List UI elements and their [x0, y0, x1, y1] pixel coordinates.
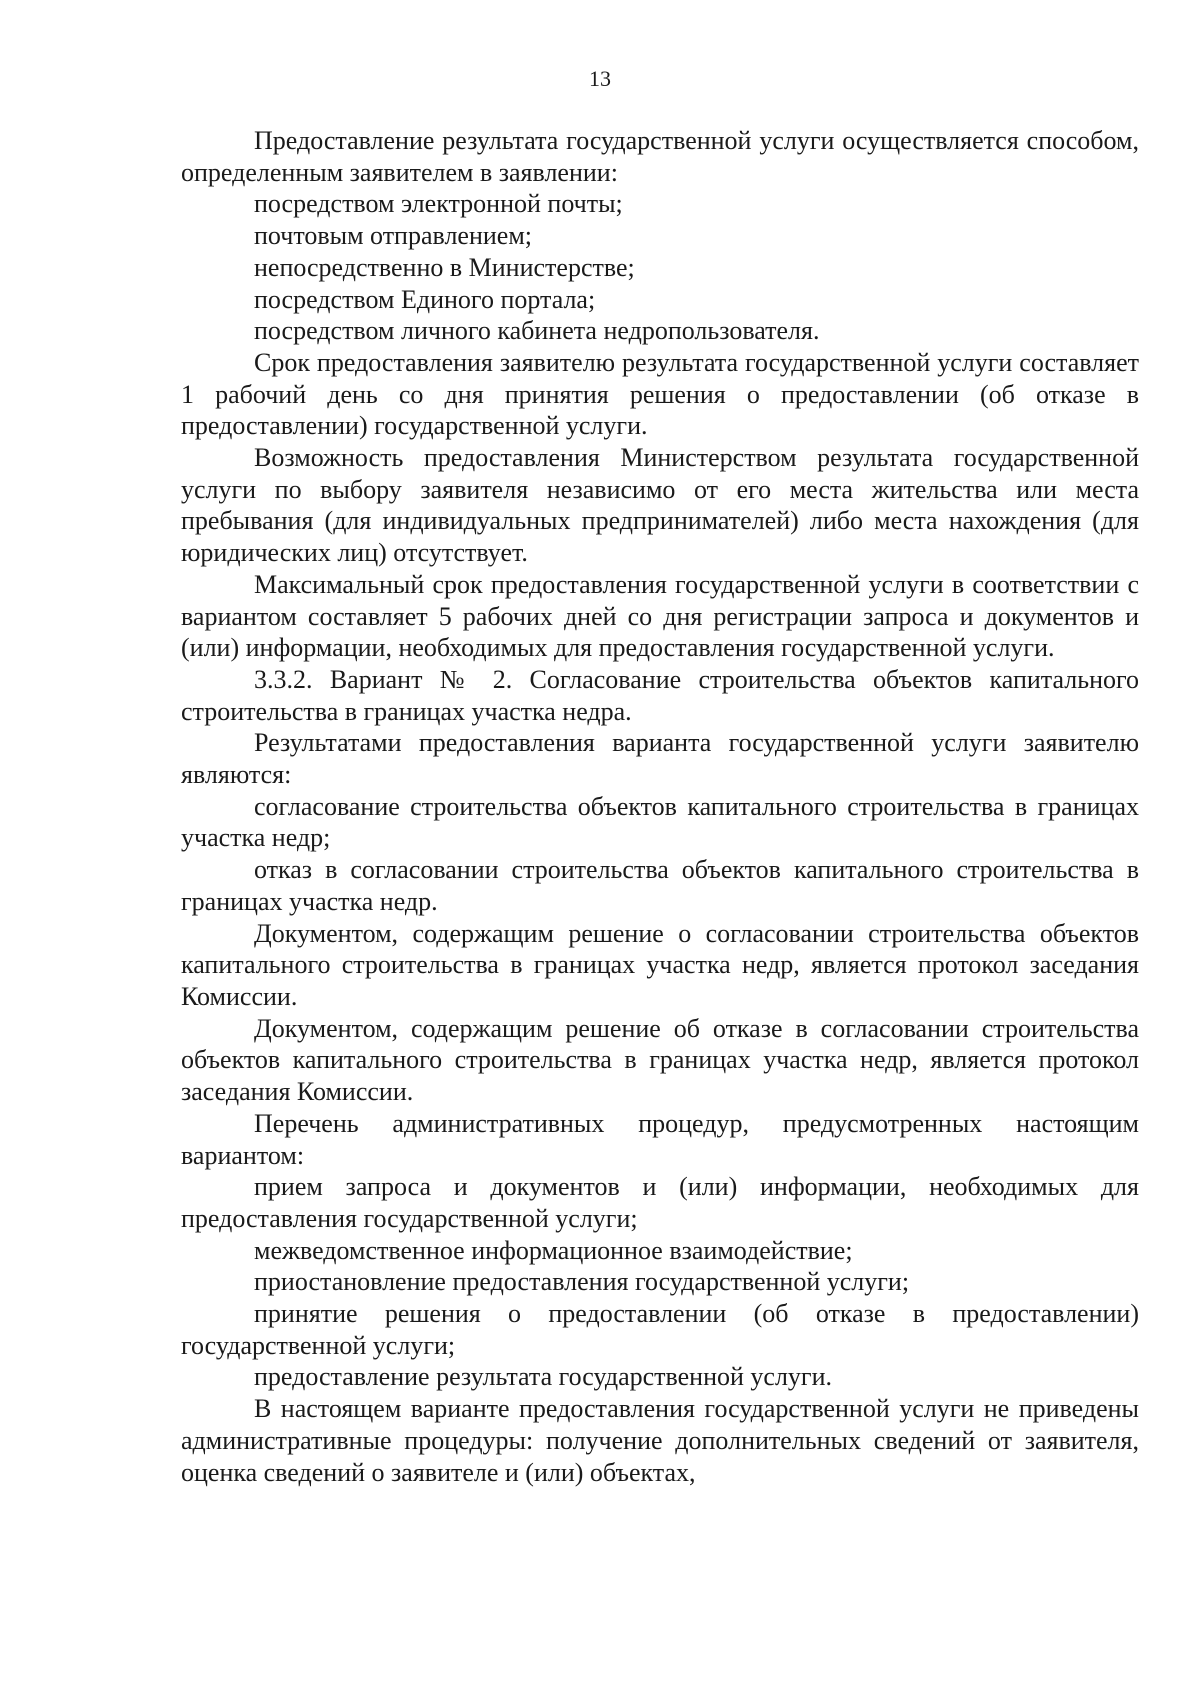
- list-item: отказ в согласовании строительства объектов капитального строительства в границах участка недр.: [181, 855, 1139, 916]
- list-item: приостановление предоставления государственной услуги;: [254, 1267, 910, 1297]
- list-item: межведомственное информационное взаимодействие;: [254, 1235, 853, 1265]
- list-item: посредством электронной почты;: [254, 189, 623, 219]
- paragraph: Документом, содержащим решение о согласовании строительства объектов капитального строительства в границах участка недр, является протокол заседания Комиссии.: [181, 918, 1139, 1011]
- list-item: непосредственно в Министерстве;: [254, 252, 635, 282]
- paragraph: Максимальный срок предоставления государственной услуги в соответствии с вариантом составляет 5 рабочих дней со дня регистрации запроса и документов и (или) информации, необходимых для предоставления государственной услуги.: [181, 569, 1139, 663]
- list-item: прием запроса и документов и (или) информации, необходимых для предоставления государственной услуги;: [181, 1172, 1139, 1233]
- list-item: посредством Единого портала;: [254, 284, 596, 314]
- paragraph: Предоставление результата государственной услуги осуществляется способом, определенным заявителем в заявлении:: [181, 126, 1139, 187]
- list-item: принятие решения о предоставлении (об отказе в предоставлении) государственной услуги;: [181, 1299, 1139, 1360]
- page-number: 13: [589, 66, 611, 91]
- list-item: почтовым отправлением;: [254, 221, 533, 251]
- document-body: [181, 125, 1139, 1488]
- paragraph: Результатами предоставления варианта государственной услуги заявителю являются:: [181, 728, 1139, 790]
- list-item: посредством личного кабинета недропользователя.: [254, 316, 820, 346]
- list-item: согласование строительства объектов капитального строительства в границах участка недр;: [181, 791, 1139, 853]
- paragraph: Перечень административных процедур, предусмотренных настоящим вариантом:: [181, 1108, 1139, 1170]
- paragraph: Документом, содержащим решение об отказе в согласовании строительства объектов капитального строительства в границах участка недр, является протокол заседания Комиссии.: [181, 1013, 1139, 1107]
- section-heading: 3.3.2. Вариант № 2. Согласование строительства объектов капитального строительства в границах участка недра.: [181, 664, 1139, 726]
- paragraph: Возможность предоставления Министерством результата государственной услуги по выбору заявителя независимо от его места жительства или места пребывания (для индивидуальных предпринимателей) либо места нахождения (для юридических лиц) отсутствует.: [181, 443, 1139, 568]
- paragraph: В настоящем варианте предоставления государственной услуги не приведены административные процедуры: получение дополнительных сведений от заявителя, оценка сведений о заявителе и (или) объектах,: [181, 1394, 1139, 1487]
- paragraph: Срок предоставления заявителю результата государственной услуги составляет 1 рабочий день со дня принятия решения о предоставлении (об отказе в предоставлении) государственной услуги.: [181, 347, 1139, 441]
- list-item: предоставление результата государственной услуги.: [254, 1362, 833, 1392]
